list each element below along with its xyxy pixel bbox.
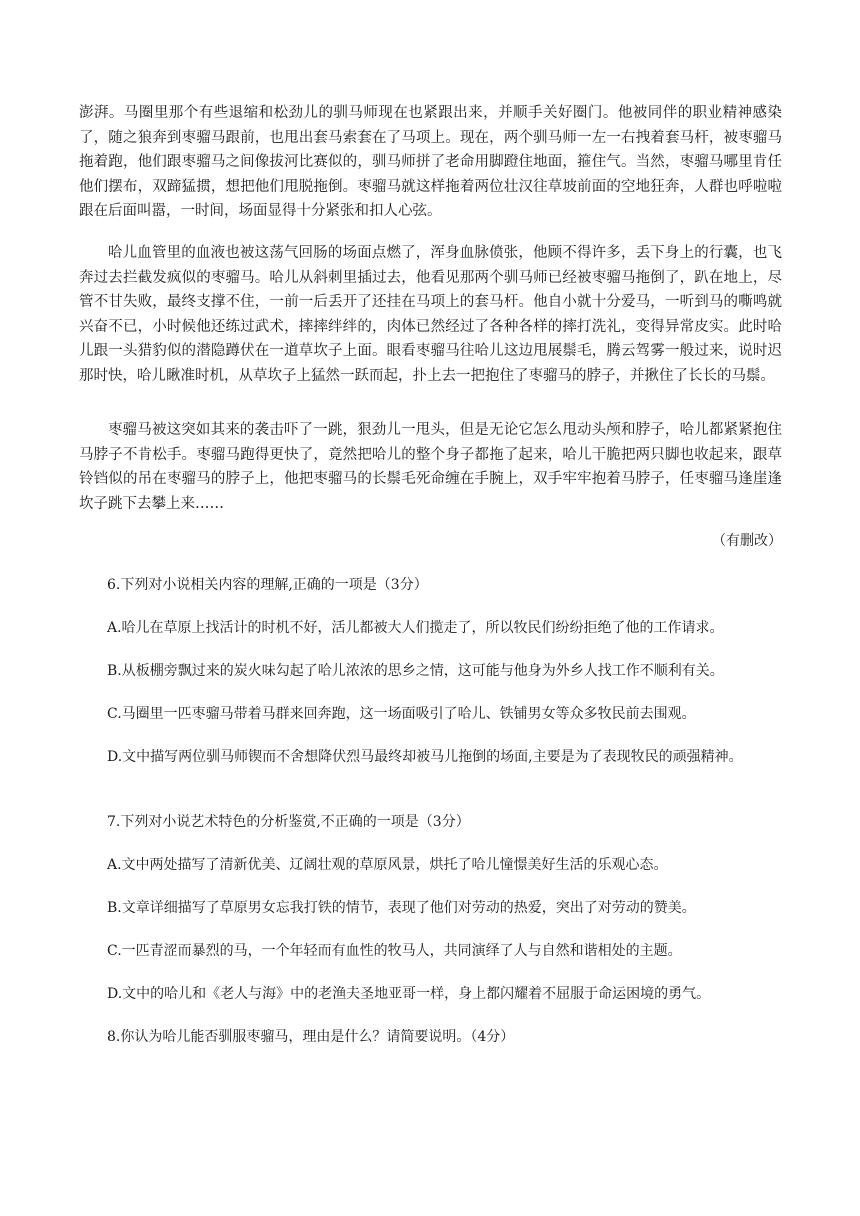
source-note: （有删改） — [712, 533, 782, 549]
passage-paragraph-2: 哈儿血管里的血液也被这荡气回肠的场面点燃了，浑身血脉偾张，他顾不得许多，丢下身上的行囊，也飞奔过去拦截发疯似的枣骝马。哈儿从斜刺里插过去，他看见那两个驯马师已经被枣骝马拖倒了，趴在地上，尽管不甘失败，最终支撑不住，一前一后丢开了还挂在马项上的套马杆。他自小就十分爱马，一听到马的嘶鸣就兴奋不已，小时候他还练过武术，摔摔绊绊的，肉体已然经过了各种各样的摔打洗礼，变得异常皮实。此时哈儿跟一头猎豹似的潜隐蹲伏在一道草坎子上面。眼看枣骝马往哈儿这边甩展鬃毛，腾云驾雾一般过来，说时迟那时快，哈儿瞅准时机，从草坎子上猛然一跃而起，扑上去一把抱住了枣骝马的脖子，并揪住了长长的马鬃。 — [79, 245, 782, 384]
question-7-option-a: A.文中两处描写了清新优美、辽阔壮观的草原风景，烘托了哈儿憧憬美好生活的乐观心态。 — [107, 857, 668, 873]
question-7-option-c: C.一匹青涩而暴烈的马，一个年轻而有血性的牧马人，共同演绎了人与自然和谐相处的主题。 — [107, 943, 682, 959]
question-8-stem: 8.你认为哈儿能否驯服枣骝马，理由是什么？请简要说明。（4分） — [107, 1029, 515, 1045]
question-7-option-d: D.文中的哈儿和《老人与海》中的老渔夫圣地亚哥一样，身上都闪耀着不屈服于命运困境的勇气。 — [107, 986, 711, 1002]
question-6-option-d: D.文中描写两位驯马师锲而不舍想降伏烈马最终却被马儿拖倒的场面,主要是为了表现牧民的顽强精神。 — [107, 749, 743, 765]
question-6-stem: 6.下列对小说相关内容的理解,正确的一项是（3分） — [107, 577, 428, 593]
passage-paragraph-3: 枣骝马被这突如其来的袭击吓了一跳，狠劲儿一甩头，但是无论它怎么甩动头颅和脖子，哈儿都紧紧抱住马脖子不肯松手。枣骝马跑得更快了，竟然把哈儿的整个身子都拖了起来，哈儿干脆把两只脚也收起来，跟草铃铛似的吊在枣骝马的脖子上，他把枣骝马的长鬃毛死命缠在手腕上，双手牢牢抱着马脖子，任枣骝马逢崖逢坎子跳下去攀上来…… — [79, 422, 782, 512]
question-6-option-a: A.哈儿在草原上找活计的时机不好，活儿都被大人们揽走了，所以牧民们纷纷拒绝了他的工作请求。 — [107, 620, 724, 636]
question-7-option-b: B.文章详细描写了草原男女忘我打铁的情节，表现了他们对劳动的热爱，突出了对劳动的赞美。 — [107, 900, 696, 916]
passage-paragraph-1: 澎湃。马圈里那个有些退缩和松劲儿的驯马师现在也紧跟出来，并顺手关好圈门。他被同伴的职业精神感染了，随之狼奔到枣骝马跟前，也甩出套马索套在了马项上。现在，两个驯马师一左一右拽着套马杆，被枣骝马拖着跑，他们跟枣骝马之间像拔河比赛似的，驯马师拼了老命用脚蹬住地面，箍住气。当然，枣骝马哪里肯任他们摆布，双蹄猛掼，想把他们甩脱拖倒。枣骝马就这样拖着两位壮汉往草坡前面的空地狂奔，人群也呼啦啦跟在后面叫嚣，一时间，场面显得十分紧张和扣人心弦。 — [79, 105, 782, 219]
question-6-option-c: C.马圈里一匹枣骝马带着马群来回奔跑，这一场面吸引了哈儿、铁铺男女等众多牧民前去围观。 — [107, 706, 696, 722]
question-7-stem: 7.下列对小说艺术特色的分析鉴赏,不正确的一项是（3分） — [107, 814, 470, 830]
question-6-option-b: B.从板棚旁飘过来的炭火味勾起了哈儿浓浓的思乡之情，这可能与他身为外乡人找工作不顺利有关。 — [107, 663, 724, 679]
